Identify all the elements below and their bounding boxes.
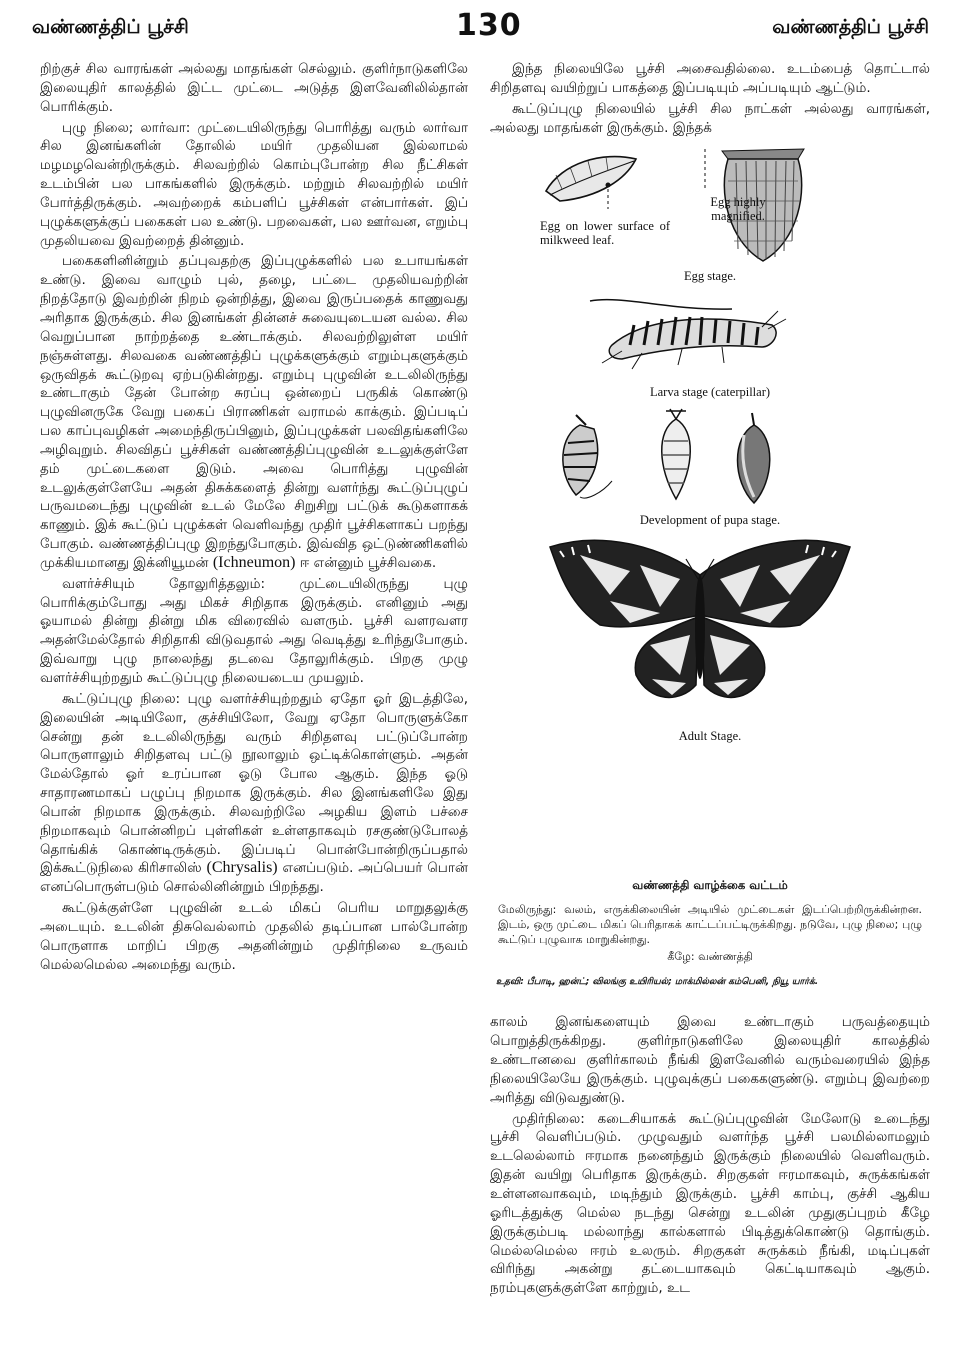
figure-description bbox=[498, 902, 922, 964]
figure-credit: உதவி: பீபாடி, ஹன்ட்; விலங்கு உயிரியல்; மாக்மில்லன் கம்பெனி, நியூ யார்க். bbox=[496, 977, 819, 988]
right-column bbox=[490, 60, 930, 1300]
figure-title: வண்ணத்தி வாழ்க்கை வட்டம் bbox=[632, 878, 788, 893]
paragraph: காலம் இனங்களையும் இவை உண்டாகும் பருவத்தையும் பொறுத்திருக்கிறது. குளிர்நாடுகளிலே இலையுதிர் காலத்தில் உண்டானவை குளிர்காலம் நீங்கி இளவேனில் வரும்வரையில் இந்த நிலையிலேயே இருக்கும். புழுவுக்குப் பகைகளுண்டு. எறும்பு இவற்றை அரித்து விடுவதுண்டு. bbox=[490, 1014, 930, 1106]
caption-pupa-stage: Development of pupa stage. bbox=[639, 513, 781, 528]
paragraph-text: கூட்டுப்புழு நிலை: புழு வளர்ச்சியுற்றதும் ஏதோ ஓர் இடத்திலே, இலையின் அடியிலோ, குச்சியிலோ, வேறு ஏதோ பொருளுக்கோ சென்று தன் உடலிலிருந்து வரும் சிறிதளவு பட்டுப்போன்ற பொருளாலும் சிறிதளவு பட்டு நூலாலும் ஒட்டிக்கொள்ளும். அதன் மேல்தோல் ஓர் உரப்பான ஓடு போல ஆகும். இந்த ஓடு சாதாரணமாகப் பழுப்பு நிறமாக இருக்கும். சில இனங்களிலே இது பொன் நிறமாக இருக்கும். சிலவற்றிலே அழகிய இளம் பச்சை நிறமாகவும் பொன்னிறப் புள்ளிகள் உள்ளதாகவும் ரசகுண்டுபோலத் தொங்கிக் கொண்டிருக்கும். இப்படிப் பொன்போன்றிருப்பதால் இக்கூட்டுநிலை கிரிசாலிஸ் bbox=[40, 690, 468, 877]
pupa-hanging-larva-illustration bbox=[546, 411, 616, 501]
caption-egg-stage: Egg stage. bbox=[683, 269, 737, 284]
caterpillar-illustration bbox=[582, 289, 792, 373]
caption-egg-on-leaf: Egg on lower surface of milkweed leaf. bbox=[540, 219, 670, 248]
paragraph-text: எனப்படும். அப்பெயர் பொன் எனப்பொருள்படும் சொல்லினின்றும் பிறந்தது. bbox=[40, 860, 468, 896]
paragraph-adult-stage: முதிர்நிலை: கடைசியாகக் கூட்டுப்புழுவின் மேலோடு உடைந்து பூச்சி வெளிப்படும். முழுவதும் வளர்ந்த பூச்சி பலமில்லாமலும் உடலெல்லாம் ஈரமாக நனைந்தும் இருக்கும் நிலையில் வெளிவரும். இதன் வயிறு பெரிதாக இருக்கும். சிறகுகள் ஈரமாகவும், சுருக்கங்கள் உள்ளனவாகவும், மடிந்தும் இருக்கும். பூச்சி காம்பு, குச்சி ஆகிய ஓரிடத்துக்கு மெல்ல நடந்து சென்று உடலின் முதுகுப்புறம் கீழே இருக்கும்படி மல்லாந்து கால்களால் பிடித்துக்கொண்டு தொங்கும். மெல்லமெல்ல ஈரம் உலரும். சிறகுகள் சுருக்கம் நீங்கி, மடிப்புகள் விரிந்து அகன்று தட்டையாகவும் கெட்டியாகவும் ஆகும். நரம்புகளுக்குள்ளே காற்றும், உட bbox=[490, 1110, 930, 1297]
caption-adult-stage: Adult Stage. bbox=[678, 729, 742, 744]
paragraph-text: பகைகளினின்றும் தப்புவதற்கு இப்புழுக்களில் பல உபாயங்கள் உண்டு. இவை வாழும் புல், தழை, பட்டை முதலியவற்றின் நிறத்தோடு இவற்றின் நிறம் ஒன்றித்து, இவை இருப்பதைக் காணுவது அரிதாக இருக்கும். சில இனங்கள் தின்னச் சுவையுடையன வல்ல. சில வெறுப்பான நாற்றத்தை உண்டாக்கும். சிலவற்றிலுள்ள மயிர் நஞ்சுள்ளது. சிலவகை வண்ணத்திப் புழுக்களுக்கும் எறும்புகளுக்கும் ஒருவிதக் கூட்டுறவு ஏற்படுகின்றது. எறும்பு புழுவின் உடலிலிருந்து உண்டாகும் தேன் போன்ற சுரப்பு ஒன்றைப் பருகிக் கொண்டு புழுவினருகே வேறு பகைப் பிராணிகள் வராமல் காக்கும். இப்படிப் பல காப்புவழிகள் அமைந்திருப்பினும், இப்புழுக்கள் பலவிதங்களிலே அழிவுறும். சிலவிதப் பூச்சிகள் வண்ணத்திப்புழுவின் உடலுக்குள்ளே தம் முட்டைகளை இடும். அவை பொரித்து புழுவின் உடலுக்குள்ளேயே அதன் திசுக்களைத் தின்று வளர்ந்து கூட்டுப்புழுப் பருவமடைந்து புழுவின் உடல் மேலே சிறுசிறு பட்டுக் கூடுகளாகக் காணும். இக் கூட்டுப் புழுக்கள் வெளிவந்து முதிர் பூச்சிகளாகப் பறந்து போகும். வண்ணத்திப்புழு இறந்துபோகும். இவ்வித ஒட்டுண்ணிகளில் முக்கியமானது இக்னியூமன் bbox=[40, 253, 468, 571]
page-number: 130 bbox=[456, 8, 522, 43]
paragraph: இந்த நிலையிலே பூச்சி அசைவதில்லை. உடம்பைத் தொட்டால் சிறிதளவு வயிற்றுப் பாகத்தை இப்படியும் அப்படியும் ஆட்டும். bbox=[490, 61, 930, 96]
pointer-line bbox=[700, 147, 710, 191]
caption-egg-magnified: Egg highly magnified. bbox=[710, 195, 766, 224]
latin-term: (Ichneumon) bbox=[212, 553, 296, 571]
paragraph-pupa-stage bbox=[40, 690, 468, 897]
leaf-with-eggs-illustration bbox=[542, 145, 642, 215]
chrysalis-illustration bbox=[726, 411, 780, 507]
paragraph-growth-molting: வளர்ச்சியும் தோலுரித்தலும்: முட்டையிலிருந்து புழு பொரிக்கும்போது அது மிகச் சிறிதாக இருக்கும். எனினும் அது ஓயாமல் தின்று தின்று மிக விரைவில் வளரும். பூச்சி வளரவளர அதன்மேல்தோல் சிறிதாகி விடுவதால் அது வெடித்து உரிந்துபோகும். இவ்வாறு புழு நாலைந்து தடவை தோலுரிக்கும். பிறகு முழு வளர்ச்சியுற்றதும் கூட்டுப்புழு நிலையடைய முயலும். bbox=[40, 575, 468, 686]
left-column bbox=[40, 60, 468, 977]
paragraph: கூட்டுப்புழு நிலையில் பூச்சி சில நாட்கள் அல்லது வாரங்கள், அல்லது மாதங்கள் இருக்கும். இந்தக் bbox=[490, 100, 930, 136]
paragraph: றிற்குச் சில வாரங்கள் அல்லது மாதங்கள் செல்லும். குளிர்நாடுகளிலே இலையுதிர் காலத்தில் இட்ட முட்டை அடுத்த இளவேனிலில்தான் பொரிக்கும். bbox=[40, 61, 468, 115]
pupa-transforming-illustration bbox=[646, 407, 706, 507]
figure-description-text: மேலிருந்து: வலம், எருக்கிலையின் அடியில் முட்டைகள் இடப்பெற்றிருக்கின்றன. இடம், ஒரு முட்டை மிகப் பெரிதாகக் காட்டப்பட்டிருக்கிறது. நடுவே, புழு நிலை; புழு கூட்டுப் புழுவாக மாறுகின்றது. bbox=[498, 903, 922, 947]
page-header bbox=[28, 8, 933, 48]
paragraph-larva-stage: புழு நிலை; லார்வா: முட்டையிலிருந்து பொரித்து வரும் லார்வா சில இனங்களின் தோலில் மயிர் முதலியன இல்லாமல் மழமழவென்றிருக்கும். சிலவற்றில் கொம்புபோன்ற சில நீட்சிகள் உடம்பின் பல பாகங்களில் இருக்கும். மற்றும் சிலவற்றில் மயிர் போர்த்திருக்கும். அவற்றைக் கம்பளிப் பூச்சிகள் என்பார்கள். இப் புழுக்களுக்குப் பகைகள் பல உண்டு. பறவைகள், பல ஊர்வன, எறும்பு முதலியவை இவற்றைத் தின்னும். bbox=[40, 119, 468, 249]
running-head-left: வண்ணத்திப் பூச்சி bbox=[32, 16, 189, 38]
running-head-right: வண்ணத்திப் பூச்சி bbox=[772, 16, 929, 38]
paragraph-text: ஈ என்னும் பூச்சிவகை. bbox=[299, 554, 437, 571]
adult-butterfly-illustration bbox=[540, 535, 860, 717]
caption-larva-stage: Larva stage (caterpillar) bbox=[649, 385, 771, 400]
latin-term: (Chrysalis) bbox=[206, 859, 278, 877]
life-cycle-figure bbox=[490, 139, 930, 874]
paragraph-enemies bbox=[40, 252, 468, 572]
figure-description-bottom: கீழே: வண்ணத்தி bbox=[667, 950, 753, 964]
paragraph-metamorphosis: கூட்டுக்குள்ளே புழுவின் உடல் மிகப் பெரிய மாறுதலுக்கு அடையும். உடலின் திசுவெல்லாம் முதலில் தடிப்பான பால்போன்ற பொருளாக மாறிப் பிறகு அதனின்றும் முதிர்நிலை உருவம் மெல்லமெல்ல அமைந்து வரும். bbox=[40, 900, 468, 973]
